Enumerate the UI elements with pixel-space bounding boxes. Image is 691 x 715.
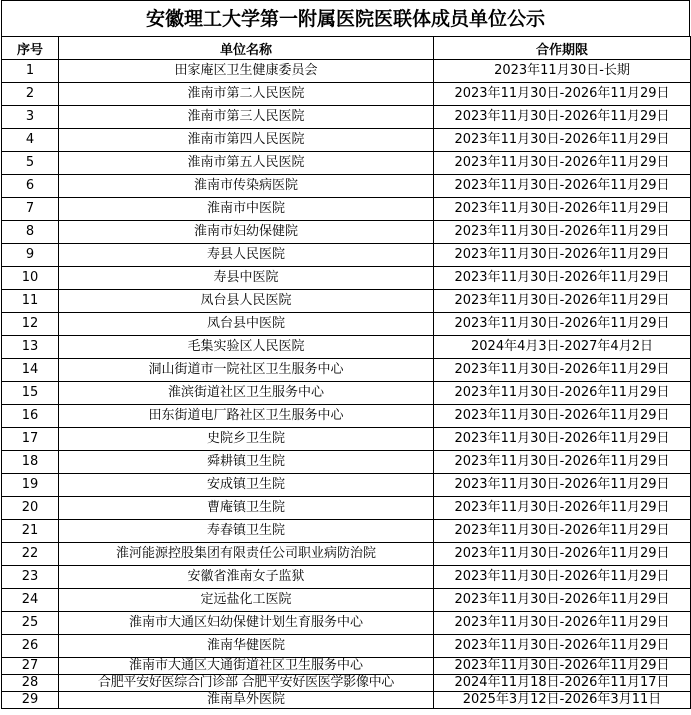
table-row [2,290,691,313]
table-row [2,244,691,267]
table-row [2,612,691,635]
cell-cooperation-period: 2023年11月30日-2026年11月29日 [434,221,691,244]
page-title: 安徽理工大学第一附属医院医联体成员单位公示 [1,0,690,36]
cell-index: 12 [2,313,59,336]
cell-unit-name: 凤台县中医院 [59,313,434,336]
cell-cooperation-period: 2023年11月30日-2026年11月29日 [434,267,691,290]
cell-cooperation-period: 2023年11月30日-2026年11月29日 [434,382,691,405]
cell-cooperation-period: 2023年11月30日-2026年11月29日 [434,497,691,520]
cell-cooperation-period: 2023年11月30日-2026年11月29日 [434,635,691,658]
cell-unit-name: 淮南市中医院 [59,198,434,221]
table-row [2,336,691,359]
table-row [2,175,691,198]
table-row [2,497,691,520]
cell-unit-name: 洞山街道市一院社区卫生服务中心 [59,359,434,382]
cell-cooperation-period: 2023年11月30日-2026年11月29日 [434,152,691,175]
cell-cooperation-period: 2023年11月30日-2026年11月29日 [434,520,691,543]
cell-cooperation-period: 2023年11月30日-长期 [434,60,691,83]
cell-cooperation-period: 2023年11月30日-2026年11月29日 [434,428,691,451]
cell-unit-name: 曹庵镇卫生院 [59,497,434,520]
cell-unit-name: 淮南市大通区大通街道社区卫生服务中心 [59,658,434,675]
header-cooperation-period: 合作期限 [434,37,691,60]
cell-index: 18 [2,451,59,474]
table-row [2,129,691,152]
cell-unit-name: 合肥平安好医综合门诊部 合肥平安好医医学影像中心 [59,675,434,692]
table-row [2,152,691,175]
cell-index: 2 [2,83,59,106]
cell-cooperation-period: 2023年11月30日-2026年11月29日 [434,566,691,589]
table-row [2,313,691,336]
cell-index: 22 [2,543,59,566]
document-sheet [1,0,690,709]
cell-index: 3 [2,106,59,129]
table-row [2,106,691,129]
table-row [2,589,691,612]
cell-cooperation-period: 2023年11月30日-2026年11月29日 [434,175,691,198]
cell-index: 20 [2,497,59,520]
cell-unit-name: 淮南华健医院 [59,635,434,658]
cell-index: 28 [2,675,59,692]
cell-index: 19 [2,474,59,497]
cell-unit-name: 寿县中医院 [59,267,434,290]
cell-cooperation-period: 2024年4月3日-2027年4月2日 [434,336,691,359]
cell-cooperation-period: 2023年11月30日-2026年11月29日 [434,543,691,566]
cell-index: 23 [2,566,59,589]
table-row [2,520,691,543]
table-row [2,382,691,405]
table-header-row [2,37,691,60]
cell-unit-name: 淮南市大通区妇幼保健计划生育服务中心 [59,612,434,635]
table-row [2,566,691,589]
table-row [2,198,691,221]
table-row [2,451,691,474]
cell-index: 16 [2,405,59,428]
cell-unit-name: 田东街道电厂路社区卫生服务中心 [59,405,434,428]
cell-index: 11 [2,290,59,313]
cell-unit-name: 毛集实验区人民医院 [59,336,434,359]
cell-cooperation-period: 2023年11月30日-2026年11月29日 [434,313,691,336]
cell-cooperation-period: 2023年11月30日-2026年11月29日 [434,451,691,474]
table-row [2,543,691,566]
cell-cooperation-period: 2023年11月30日-2026年11月29日 [434,83,691,106]
cell-unit-name: 淮河能源控股集团有限责任公司职业病防治院 [59,543,434,566]
cell-index: 29 [2,692,59,709]
cell-cooperation-period: 2023年11月30日-2026年11月29日 [434,290,691,313]
table-row [2,60,691,83]
cell-index: 25 [2,612,59,635]
cell-index: 26 [2,635,59,658]
cell-index: 14 [2,359,59,382]
cell-index: 8 [2,221,59,244]
cell-unit-name: 寿春镇卫生院 [59,520,434,543]
table-row [2,405,691,428]
cell-cooperation-period: 2023年11月30日-2026年11月29日 [434,244,691,267]
table-row [2,692,691,709]
table-row [2,635,691,658]
cell-index: 1 [2,60,59,83]
cell-index: 17 [2,428,59,451]
cell-cooperation-period: 2023年11月30日-2026年11月29日 [434,198,691,221]
cell-index: 21 [2,520,59,543]
cell-cooperation-period: 2024年11月18日-2026年11月17日 [434,675,691,692]
cell-cooperation-period: 2023年11月30日-2026年11月29日 [434,589,691,612]
cell-unit-name: 淮南市第三人民医院 [59,106,434,129]
cell-cooperation-period: 2023年11月30日-2026年11月29日 [434,359,691,382]
table-row [2,658,691,675]
cell-cooperation-period: 2023年11月30日-2026年11月29日 [434,405,691,428]
header-index: 序号 [2,37,59,60]
member-units-table [1,36,691,709]
cell-cooperation-period: 2023年11月30日-2026年11月29日 [434,658,691,675]
table-row [2,83,691,106]
cell-index: 24 [2,589,59,612]
cell-index: 10 [2,267,59,290]
cell-index: 27 [2,658,59,675]
cell-unit-name: 寿县人民医院 [59,244,434,267]
table-row [2,359,691,382]
cell-unit-name: 淮南市妇幼保健院 [59,221,434,244]
cell-cooperation-period: 2023年11月30日-2026年11月29日 [434,106,691,129]
cell-unit-name: 淮南市第二人民医院 [59,83,434,106]
cell-index: 7 [2,198,59,221]
cell-cooperation-period: 2023年11月30日-2026年11月29日 [434,129,691,152]
cell-unit-name: 史院乡卫生院 [59,428,434,451]
cell-unit-name: 淮南阜外医院 [59,692,434,709]
table-row [2,474,691,497]
cell-cooperation-period: 2025年3月12日-2026年3月11日 [434,692,691,709]
cell-index: 4 [2,129,59,152]
table-row [2,428,691,451]
cell-unit-name: 定远盐化工医院 [59,589,434,612]
cell-unit-name: 淮南市第五人民医院 [59,152,434,175]
table-row [2,221,691,244]
cell-unit-name: 凤台县人民医院 [59,290,434,313]
cell-unit-name: 淮南市第四人民医院 [59,129,434,152]
table-row [2,675,691,692]
cell-index: 13 [2,336,59,359]
cell-cooperation-period: 2023年11月30日-2026年11月29日 [434,474,691,497]
cell-index: 6 [2,175,59,198]
cell-index: 5 [2,152,59,175]
cell-unit-name: 淮南市传染病医院 [59,175,434,198]
cell-unit-name: 安徽省淮南女子监狱 [59,566,434,589]
cell-index: 15 [2,382,59,405]
table-row [2,267,691,290]
cell-index: 9 [2,244,59,267]
cell-unit-name: 淮滨街道社区卫生服务中心 [59,382,434,405]
cell-unit-name: 舜耕镇卫生院 [59,451,434,474]
cell-unit-name: 田家庵区卫生健康委员会 [59,60,434,83]
cell-unit-name: 安成镇卫生院 [59,474,434,497]
header-unit-name: 单位名称 [59,37,434,60]
cell-cooperation-period: 2023年11月30日-2026年11月29日 [434,612,691,635]
